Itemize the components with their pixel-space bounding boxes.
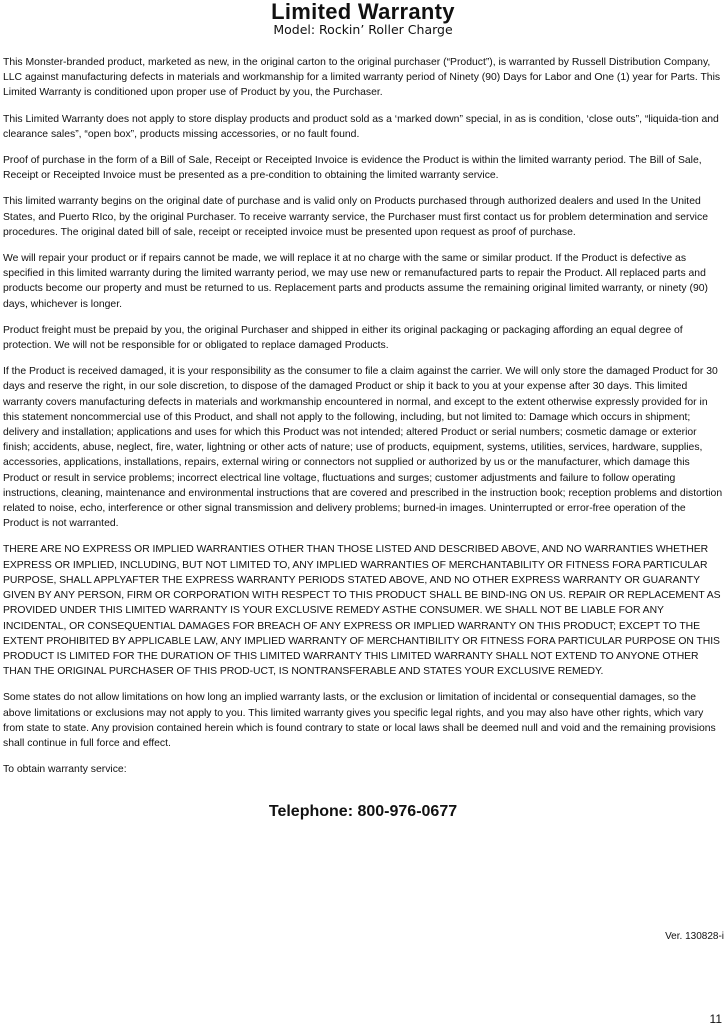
paragraph-obtain-service: To obtain warranty service: — [3, 764, 127, 776]
page-number: 11 — [709, 1012, 722, 1026]
paragraph-state-rights: Some states do not allow limitations on how long an implied warranty lasts, or the exclusion or limitation of incidental or consequential damages, so the above limitations or exclusions may not apply to you. This limited warranty gives you specific legal rights, and you may also have other rights, which vary from state to state. Any provision contained herein which is found contrary to state or local laws shall be deemed null and void and the remaining provisions shall continue in full force and effect. — [3, 692, 716, 749]
paragraph-start-date: This limited warranty begins on the original date of purchase and is valid only on Products purchased through authorized dealers and used In the United States, and Puerto RIco, by the original Purchaser. To receive warranty service, the Purchaser must first contact us for problem determination and service procedures. The original dated bill of sale, receipt or receipted invoice must be presented upon request as proof of purchase. — [3, 196, 708, 238]
paragraph-freight: Product freight must be prepaid by you, the original Purchaser and shipped in either its original packaging or packaging affording an equal degree of protection. We will not be responsible for or obligated to replace damaged Products. — [3, 324, 683, 352]
paragraph-coverage: This Monster-branded product, marketed as new, in the original carton to the original purchaser (“Product”), is warranted by Russell Distribution Company, LLC against manufacturing defects in materials and workmanship for a limited warranty period of Ninety (90) Days for Labor and One (1) year for Parts. This Limited Warranty is conditioned upon proper use of Product by you, the Purchaser. — [3, 57, 721, 99]
paragraph-proof-of-purchase: Proof of purchase in the form of a Bill of Sale, Receipt or Receipted Invoice is evidence the Product is within the limited warranty period. The Bill of Sale, Receipt or Receipted Invoice must be presented as a pre-condition to obtaining the limited warranty service. — [3, 155, 702, 182]
telephone-number: Telephone: 800-976-0677 — [268, 803, 458, 821]
paragraph-repair: We will repair your product or if repairs cannot be made, we will replace it at no charge with the same or similar product. If the Product is defective as specified in this limited warranty during the limited warranty period, we may use new or remanufactured parts to repair the Product. All replaced parts and products become our property and must be returned to us. Replacement parts and products assume the remaining original limited warranty, or ninety (90) days, whichever is longer. — [3, 253, 708, 310]
document-title: Limited Warranty — [271, 0, 455, 24]
model-subtitle: Model: Rockin’ Roller Charge — [273, 22, 453, 37]
paragraph-disclaimer: THERE ARE NO EXPRESS OR IMPLIED WARRANTIES OTHER THAN THOSE LISTED AND DESCRIBED ABOVE, AND NO WARRANTIES WHETHER EXPRESS OR IMPLIED, INCLUDING, BUT NOT LIMITED TO, ANY IMPLIED WARRANTIES OF MERCHANTABILITY OR FITNESS FORA PARTICULAR PURPOSE, SHALL APPLYAFTER THE EXPRESS WARRANTY PERIODS STATED ABOVE, AND NO OTHER EXPRESS WARRANTY OR GUARANTY GIVEN BY ANY PERSON, FIRM OR CORPORATION WITH RESPECT TO THIS PRODUCT SHALL BE BIND-ING ON US. REPAIR OR REPLACEMENT AS PROVIDED UNDER THIS LIMITED WARRANTY IS YOUR EXCLUSIVE REMEDY ASTHE CONSUMER. WE SHALL NOT BE LIABLE FOR ANY INCIDENTAL, OR CONSEQUENTIAL DAMAGES FOR BREACH OF ANY EXPRESS OR IMPLIED WARRANTY ON THIS PRODUCT; EXCEPT TO THE EXTENT PROHIBITED BY APPLICABLE LAW, ANY IMPLIED WARRANTY OF MERCHANTIBILITY OR FITNESS FORA PARTICULAR PURPOSE ON THIS PRODUCT IS LIMITED FOR THE DURATION OF THIS LIMITED WARRANTY THIS LIMITED WARRANTY SHALL NOT EXTEND TO ANYONE OTHER THAN THE ORIGINAL PURCHASER OF THIS PROD-UCT, IS NONTRANSFERABLE AND STATES YOUR EXCLUSIVE REMEDY. — [3, 544, 721, 678]
paragraph-exclusions: This Limited Warranty does not apply to store display products and product sold as a ‘marked down” special, in as is condition, ‘close outs”, “liquida-tion and clearance sales”, “open box”, products missing accessories, or no fault found. — [3, 113, 719, 140]
version-label: Ver. 130828-i — [665, 931, 724, 942]
paragraph-damage: If the Product is received damaged, it is your responsibility as the consumer to file a claim against the carrier. We will only store the damaged Product for 30 days and reserve the right, in our sole discretion, to dispose of the damaged Product or ship it back to you at your expense after 30 days. This limited warranty covers manufacturing defects in materials and workmanship encountered in normal, and except to the extent otherwise expressly provided for in this statement noncommercial use of this Product, and shall not apply to the following, including, but not limited to: Damage which occurs in shipment; delivery and installation; applications and uses for which this Product was not intended; altered Product or serial numbers; cosmetic damage or exterior finish; accidents, abuse, neglect, fire, water, lightning or other acts of nature; use of products, equipment, systems, utilities, services, hardware, supplies, accessories, applications, installations, repairs, external wiring or connectors not supplied or authorized by us or the manufacturer, which damage this Product or result in service problems; incorrect electrical line voltage, fluctuations and surges; customer adjustments and failure to follow operating instructions, cleaning, maintenance and environmental instructions that are covered and prescribed in the instruction book; reception problems and distortion related to noise, echo, interference or other signal transmission and delivery problems; burned-in images. Uninterrupted or error-free operation of the Product is not warranted. — [3, 366, 723, 530]
